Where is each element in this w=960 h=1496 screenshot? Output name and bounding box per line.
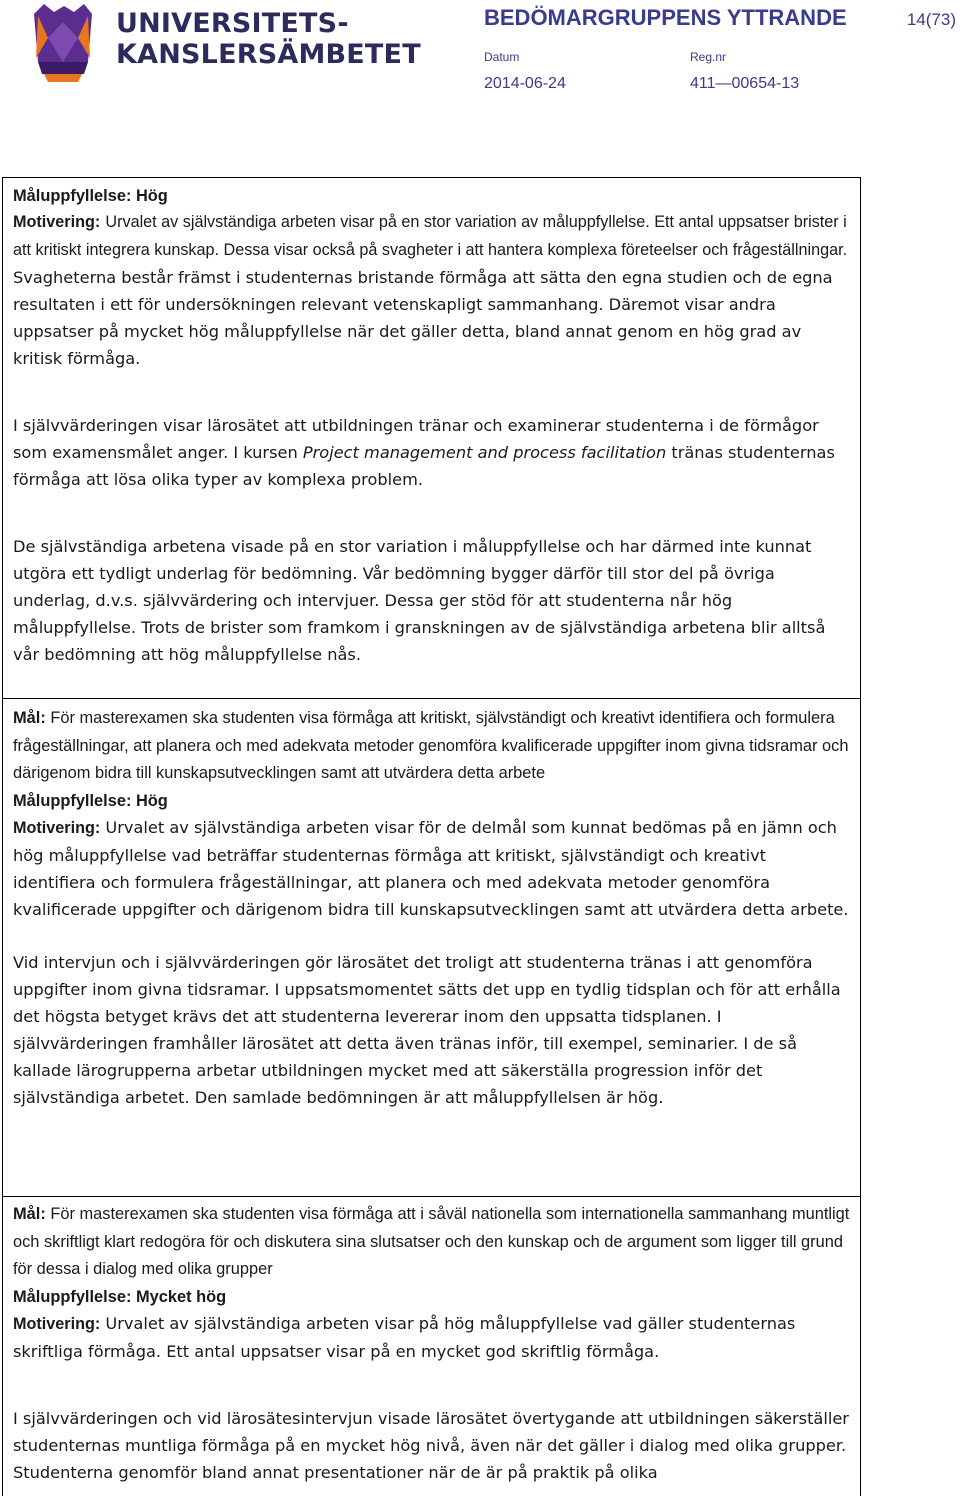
document-title: BEDÖMARGRUPPENS YTTRANDE: [484, 5, 847, 30]
fulfilment-label: Måluppfyllelse: Hög: [13, 187, 168, 205]
goal-label: Mål:: [13, 709, 46, 727]
goal-paragraph: [13, 1201, 850, 1284]
logo-line-2: KANSLERSÄMBETET: [116, 39, 421, 70]
date-label: Datum: [484, 50, 520, 64]
date-value: 2014-06-24: [484, 75, 566, 92]
assessment-block-3: [2, 1196, 861, 1496]
fulfilment-label: Måluppfyllelse: Hög: [13, 791, 168, 810]
motivation-paragraph: [13, 814, 850, 923]
self-evaluation-paragraph: I självvärderingen och vid lärosätesintervjun visade lärosätet övertygande att utbildningen säkerställer studenternas muntliga förmåga på en mycket hög nivå, även när det gäller i dialog med olika grupper. Studenterna genomför bland annat presentationer när de är på praktik på olika: [13, 1408, 849, 1482]
motivation-text: Urvalet av självständiga arbeten visar på en stor variation av måluppfyllelse. Ett antal uppsatser brister i att kritiskt integrera kunskap. Dessa visar också på svagheter i att hantera komplexa företeelser och frågeställningar.: [13, 213, 848, 259]
motivation-text: Urvalet av självständiga arbeten visar på hög måluppfyllelse vad gäller studenternas skriftliga förmåga. Ett antal uppsatser visar på en mycket god skriftlig förmåga.: [13, 1313, 796, 1361]
goal-paragraph: [13, 705, 850, 788]
motivation-paragraph: [13, 208, 850, 372]
motivation-label: Motivering:: [13, 1314, 101, 1333]
motivation-text: Urvalet av självständiga arbeten visar för de delmål som kunnat bedömas på en jämn och hög måluppfyllelse vad beträffar studenternas förmåga att kritiskt, självständigt och kreativt identifiera och formulera frågeställningar, att planera och med adekvata metoder genomföra kvalificerade uppgifter och därigenom bidra till kunskapsutvecklingen samt att utvärdera detta arbete.: [13, 817, 849, 919]
crown-emblem-icon: [28, 2, 108, 86]
conclusion-paragraph: De självständiga arbetena visade på en stor variation i måluppfyllelse och har därmed inte kunnat utgöra ett tydligt underlag för bedömning. Vår bedömning bygger därför till stor del på övriga underlag, d.v.s. självvärdering och intervjuer. Dessa ger stöd för att studenterna når hög måluppfyllelse. Trots de brister som framkom i granskningen av de självständiga arbetena blir alltså vår bedömning att hög måluppfyllelse nås.: [13, 537, 826, 664]
logo-line-1: UNIVERSITETS-: [116, 8, 349, 39]
reg-value: 411—00654-13: [690, 75, 800, 92]
uka-logo: [28, 2, 421, 86]
fulfilment-label: Måluppfyllelse: Mycket hög: [13, 1287, 227, 1306]
assessment-block-1: [2, 177, 861, 699]
goal-label: Mål:: [13, 1205, 46, 1223]
interview-paragraph: Vid intervjun och i självvärderingen gör lärosätet det troligt att studenterna tränas i att genomföra uppgifter inom givna tidsramar. I uppsatsmomentet sätts det upp en tydlig tidsplan och för att erhålla det högsta betyget krävs det att studenterna levererar inom den uppsatta tidsplanen. I självvärderingen framhåller lärosätet att detta även tränas inför, till exempel, seminarier. I de så kallade lärogrupperna arbetar utbildningen mycket med att säkerställa progression inför det självständiga arbetet. Den samlade bedömningen är att måluppfyllelsen är hög.: [13, 952, 841, 1107]
reg-label: Reg.nr: [690, 50, 727, 64]
assessment-block-2: [2, 698, 861, 1197]
self-evaluation-paragraph: I självvärderingen visar lärosätet att utbildningen tränar och examinerar studenterna i de förmågor som examensmålet anger. I kursen Project management and process facilitation tränas studenternas förmåga att lösa olika typer av komplexa problem.: [13, 416, 835, 489]
goal-text: För masterexamen ska studenten visa förmåga att i såväl nationella som internationella sammanhang muntligt och skriftligt klart redogöra för och diskutera sina slutsatser och den kunskap och de argument som ligger till grund för dessa i dialog med olika grupper: [13, 1205, 850, 1278]
course-name: Project management and process facilitation: [302, 443, 667, 462]
logo-wordmark: [116, 10, 421, 68]
page-header: [0, 0, 960, 110]
goal-text: För masterexamen ska studenten visa förmåga att kritiskt, självständigt och kreativt identifiera och formulera frågeställningar, att planera och med adekvata metoder genomföra kvalificerade uppgifter inom givna tidsramar och därigenom bidra till kunskapsutvecklingen samt att utvärdera detta arbete: [13, 709, 849, 782]
motivation-label: Motivering:: [13, 213, 101, 231]
motivation-label: Motivering:: [13, 818, 101, 837]
motivation-paragraph: [13, 1310, 850, 1365]
page-number: 14(73): [906, 10, 956, 29]
motivation-text-cont: Svagheterna består främst i studenternas bristande förmåga att sätta den egna studien och de egna resultaten i ett för undersökningen relevant vetenskapligt sammanhang. Däremot visar andra uppsatser på mycket hög måluppfyllelse när det gäller detta, bland annat genom en hög grad av kritisk förmåga.: [13, 268, 833, 368]
